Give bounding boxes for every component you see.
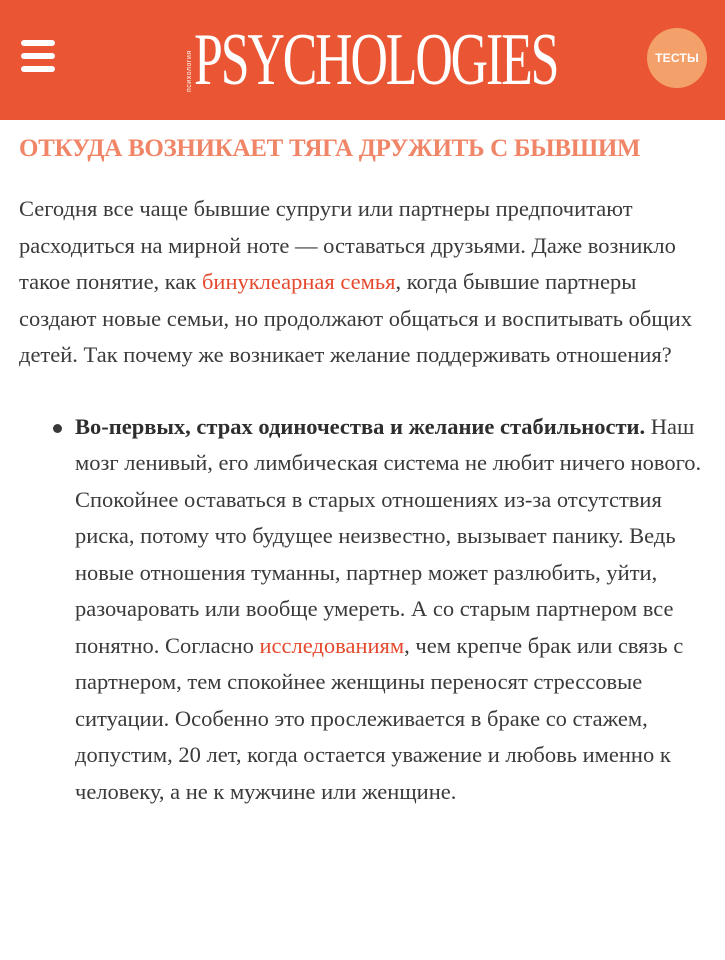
logo-wordmark: PSYCHOLOGIES — [194, 19, 558, 101]
intro-text-part1: Сегодня все чаще бывшие супруги или партнеры предпочитают расходиться на мирной ноте — оставаться друзьями. Даже возникло такое понятие, как — [19, 196, 676, 294]
intro-paragraph — [19, 191, 709, 374]
tests-button[interactable]: ТЕСТЫ — [647, 28, 707, 88]
bullet-icon — [53, 424, 62, 433]
site-header — [0, 0, 725, 120]
intro-text-part2: , когда бывшие партнеры создают новые семьи, но продолжают общаться и воспитывать общих детей. Так почему же возникает желание поддерживать отношения? — [19, 269, 692, 367]
logo-side-label — [180, 26, 192, 92]
research-link[interactable]: исследованиям — [259, 632, 405, 658]
menu-bar-top — [21, 40, 55, 46]
reasons-list — [19, 409, 709, 811]
section-heading: ОТКУДА ВОЗНИКАЕТ ТЯГА ДРУЖИТЬ С БЫВШИМ — [19, 135, 641, 162]
list-item-bold-lead: Во-первых, страх одиночества и желание стабильности. — [75, 413, 646, 439]
list-item-text-part1: Наш мозг ленивый, его лимбическая система не любит ничего нового. Спокойнее оставаться в старых отношениях из-за отсутствия риска, потому что будущее неизвестно, вызывает панику. Ведь новые отношения туманны, партнер может разлюбить, уйти, разочаровать или вообще умереть. А со старым партнером все понятно. Согласно — [75, 413, 702, 658]
hamburger-menu-icon[interactable] — [21, 40, 55, 72]
article-content — [19, 120, 709, 810]
list-item — [19, 409, 709, 811]
menu-bar-bottom — [21, 66, 55, 72]
logo-side-text: психология — [186, 50, 193, 92]
site-logo[interactable] — [180, 19, 558, 101]
binuclear-family-link[interactable]: бинуклеарная семья — [201, 269, 396, 294]
list-item-text-part2: , чем крепче брак или связь с партнером, тем спокойнее женщины переносят стрессовые ситуации. Особенно это прослеживается в браке со стажем, допустим, 20 лет, когда остается уважение и любовь именно к человеку, а не к мужчине или женщине. — [75, 632, 684, 804]
menu-bar-middle — [21, 53, 55, 59]
